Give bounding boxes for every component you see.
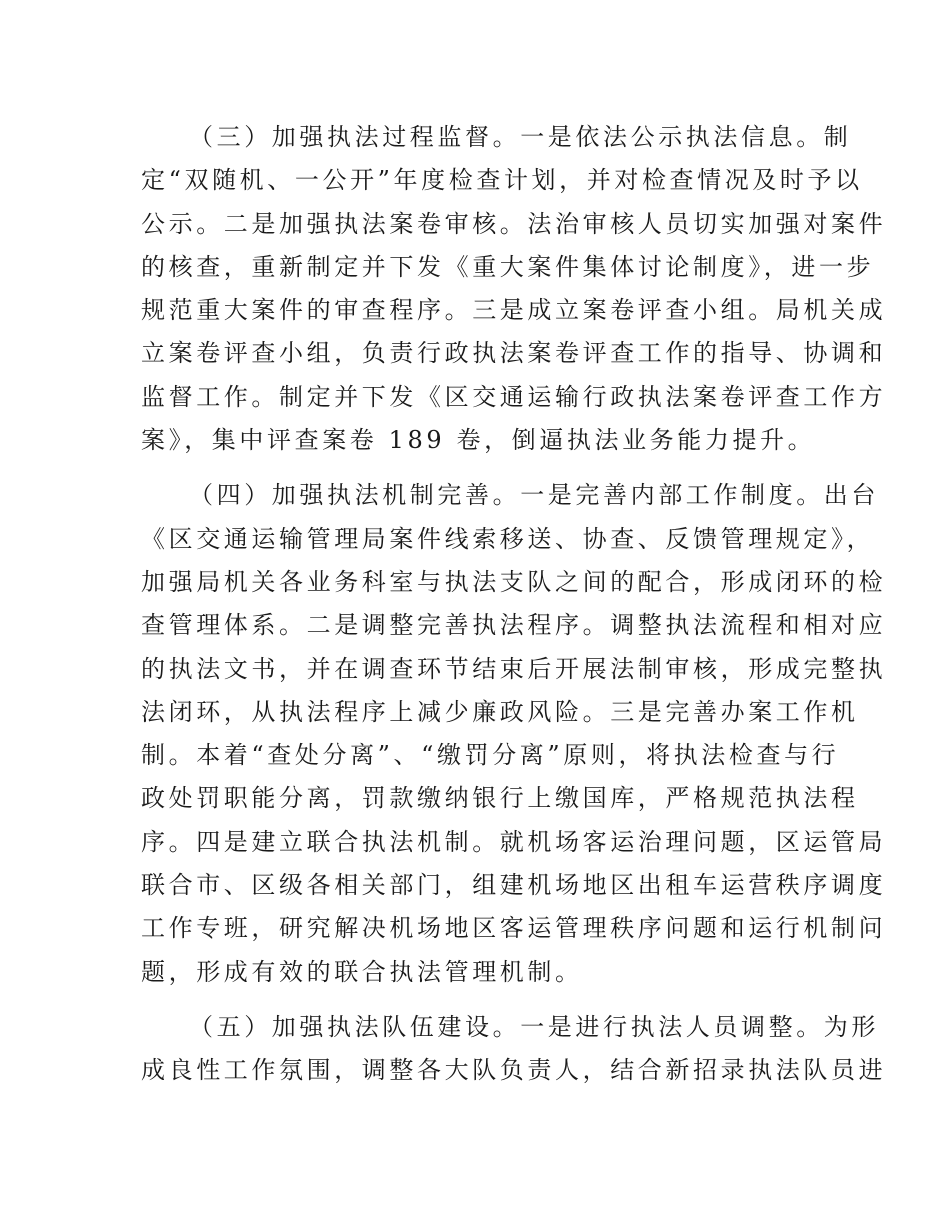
text-line: 的核查，重新制定并下发《重大案件集体讨论制度》，进一步 xyxy=(141,252,875,281)
text-line: 案》，集中评查案卷 189 卷，倒逼执法业务能力提升。 xyxy=(141,426,816,455)
text-line: 的执法文书，并在调查环节结束后开展法制审核，形成完整执 xyxy=(141,654,887,683)
text-line: 加强局机关各业务科室与执法支队之间的配合，形成闭环的检 xyxy=(141,567,887,596)
text-line: （五）加强执法队伍建设。一是进行执法人员调整。为形 xyxy=(189,1012,879,1041)
text-line: 制。本着“查处分离”、“缴罚分离”原则，将执法检查与行 xyxy=(141,741,840,770)
text-line: 查管理体系。二是调整完善执法程序。调整执法流程和相对应 xyxy=(141,611,887,640)
text-line: 联合市、区级各相关部门，组建机场地区出租车运营秩序调度 xyxy=(141,871,887,900)
paragraph-4 xyxy=(141,474,887,994)
paragraph-5 xyxy=(141,1006,887,1093)
text-line: 序。四是建立联合执法机制。就机场客运治理问题，区运管局 xyxy=(141,827,887,856)
text-line: （四）加强执法机制完善。一是完善内部工作制度。出台 xyxy=(189,481,879,510)
text-line: （三）加强执法过程监督。一是依法公示执法信息。制 xyxy=(189,123,852,151)
paragraph-gap xyxy=(141,462,813,474)
paragraph-3 xyxy=(141,116,887,462)
text-line: 监督工作。制定并下发《区交通运输行政执法案卷评查工作方 xyxy=(141,382,887,411)
text-line: 立案卷评查小组，负责行政执法案卷评查工作的指导、协调和 xyxy=(141,339,887,368)
paragraph-gap xyxy=(141,994,813,1006)
text-line: 法闭环，从执法程序上减少廉政风险。三是完善办案工作机 xyxy=(141,697,859,726)
text-line: 公示。二是加强执法案卷审核。法治审核人员切实加强对案件 xyxy=(141,209,887,238)
text-line: 《区交通运输管理局案件线索移送、协查、反馈管理规定》， xyxy=(141,524,875,553)
text-line: 定“双随机、一公开”年度检查计划，并对检查情况及时予以 xyxy=(141,166,863,195)
text-line: 政处罚职能分离，罚款缴纳银行上缴国库，严格规范执法程 xyxy=(141,784,859,813)
text-line: 工作专班，研究解决机场地区客运管理秩序问题和运行机制问 xyxy=(141,914,887,943)
text-line: 规范重大案件的审查程序。三是成立案卷评查小组。局机关成 xyxy=(141,296,887,325)
text-line: 题，形成有效的联合执法管理机制。 xyxy=(141,957,583,986)
document-body xyxy=(141,116,887,1093)
text-line: 成良性工作氛围，调整各大队负责人，结合新招录执法队员进 xyxy=(141,1056,887,1085)
